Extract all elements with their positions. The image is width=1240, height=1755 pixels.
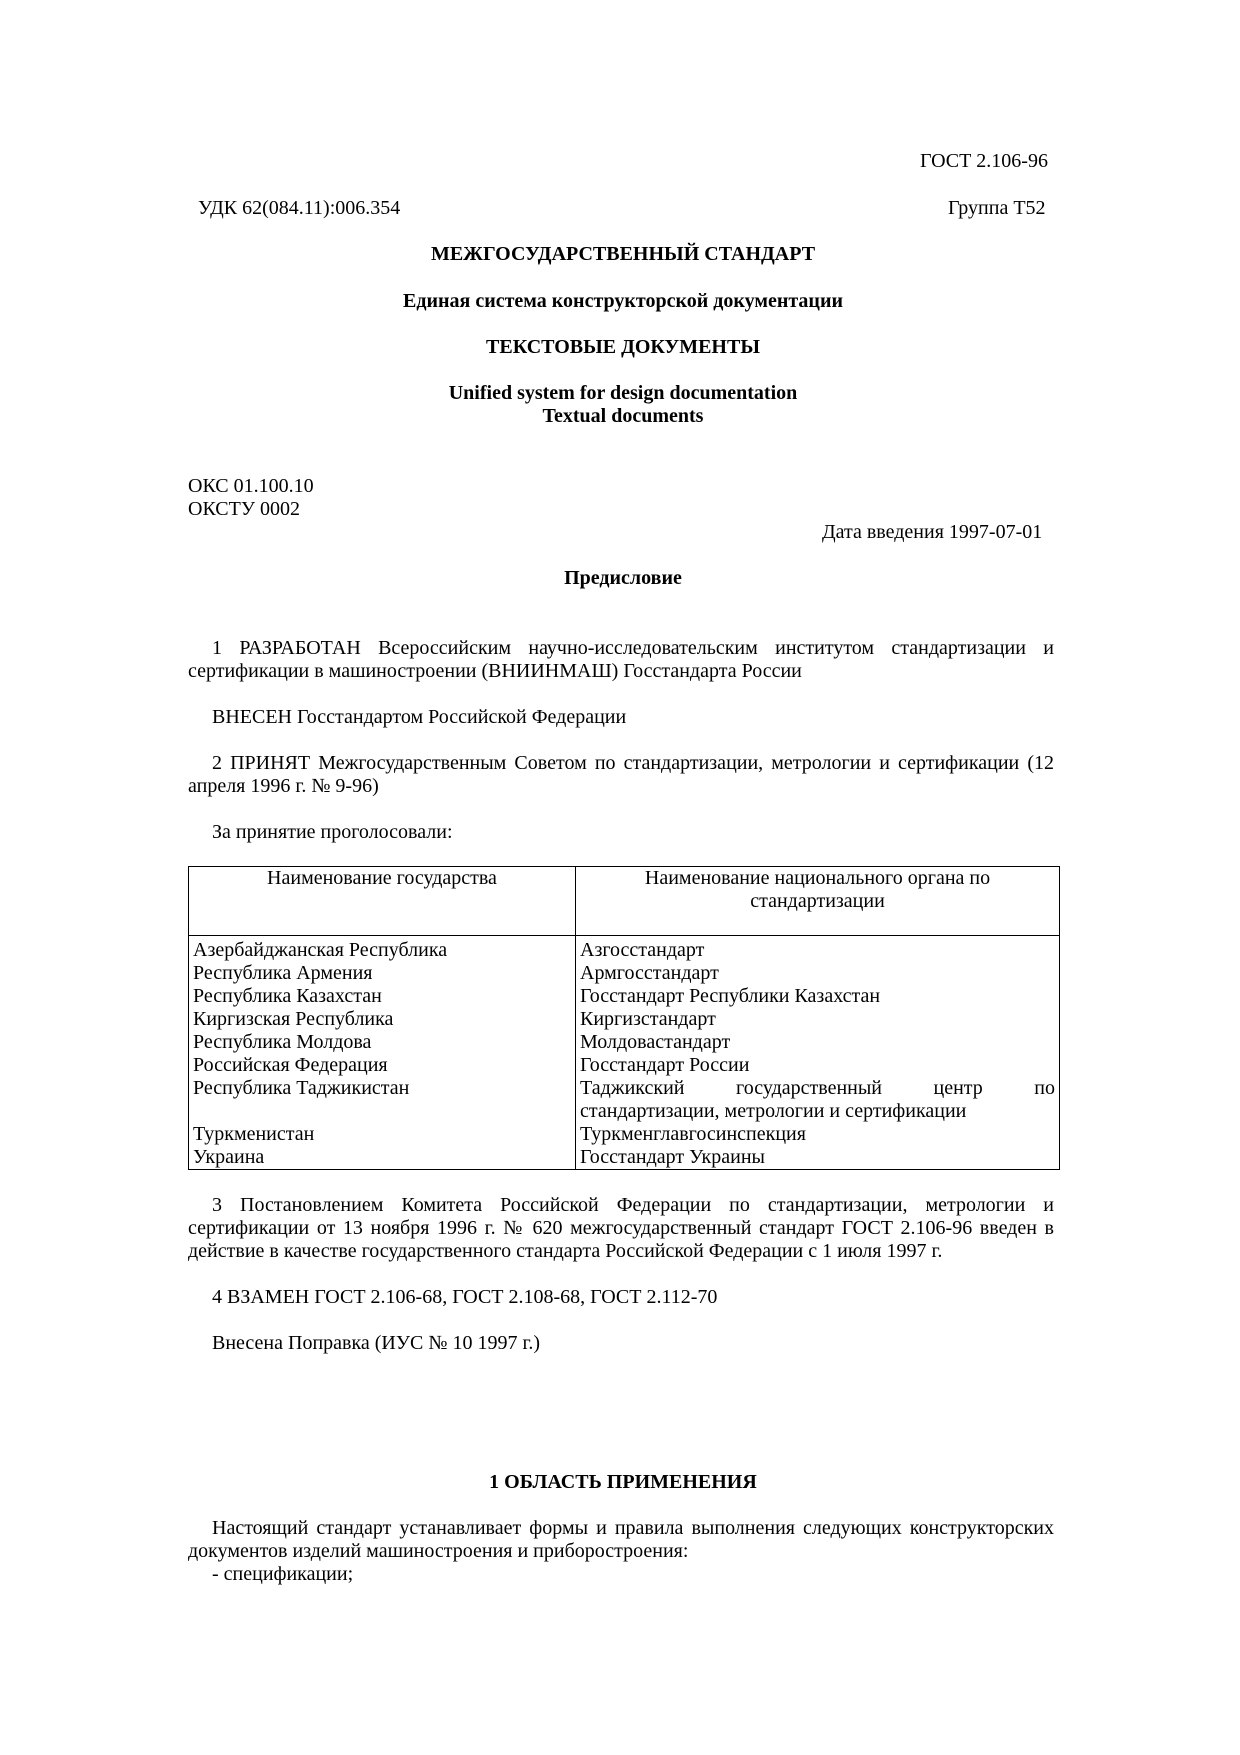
table-row — [189, 1031, 1060, 1054]
table-row — [189, 1123, 1060, 1146]
table-row — [189, 1008, 1060, 1031]
oks-code: ОКС 01.100.10 — [188, 475, 314, 497]
section1-item1: - спецификации; — [212, 1563, 354, 1585]
section1-p1: Настоящий стандарт устанавливает формы и правила выполнения следующих конструкторских документов изделий машиностроения и приборостроения: — [188, 1517, 1054, 1562]
table-cell-state: Российская Федерация — [189, 1054, 576, 1077]
table-cell-body: Азгосстандарт — [576, 936, 1060, 963]
table-cell-state: Туркменистан — [189, 1123, 576, 1146]
table-row — [189, 962, 1060, 985]
table-row — [189, 1077, 1060, 1123]
title-textual-documents: ТЕКСТОВЫЕ ДОКУМЕНТЫ — [486, 336, 760, 358]
foreword-p5: 3 Постановлением Комитета Российской Федерации по стандартизации, метрологии и сертификации от 13 ноября 1996 г. № 620 межгосударственный стандарт ГОСТ 2.106-96 введен в действие в качестве государственного стандарта Российской Федерации с 1 июля 1997 г. — [188, 1194, 1054, 1262]
table-cell-state: Республика Армения — [189, 962, 576, 985]
gost-number: ГОСТ 2.106-96 — [920, 150, 1048, 172]
table-cell-body: Туркменглавгосинспекция — [576, 1123, 1060, 1146]
udk-code: УДК 62(084.11):006.354 — [198, 197, 401, 219]
table-cell-body: Таджикский государственный центр по стандартизации, метрологии и сертификации — [576, 1077, 1060, 1123]
table-cell-state: Азербайджанская Республика — [189, 936, 576, 963]
table-cell-state: Украина — [189, 1146, 576, 1170]
title-system: Единая система конструкторской документации — [403, 290, 843, 312]
table-header-body: Наименование национального органа по стандартизации — [576, 867, 1060, 936]
foreword-p7: Внесена Поправка (ИУС № 10 1997 г.) — [212, 1332, 541, 1354]
foreword-p3: 2 ПРИНЯТ Межгосударственным Советом по стандартизации, метрологии и сертификации (12 апреля 1996 г. № 9-96) — [188, 752, 1054, 797]
foreword-p4: За принятие проголосовали: — [212, 821, 453, 843]
group-code: Группа Т52 — [948, 197, 1046, 219]
table-cell-body: Киргизстандарт — [576, 1008, 1060, 1031]
table-header-state: Наименование государства — [189, 867, 576, 936]
table-cell-body: Госстандарт Республики Казахстан — [576, 985, 1060, 1008]
table-row — [189, 1146, 1060, 1170]
table-cell-body: Армгосстандарт — [576, 962, 1060, 985]
title-english-line2: Textual documents — [542, 405, 704, 427]
voting-states-table — [188, 866, 1060, 1170]
title-interstate-standard: МЕЖГОСУДАРСТВЕННЫЙ СТАНДАРТ — [430, 243, 816, 265]
table-cell-state: Киргизская Республика — [189, 1008, 576, 1031]
section1-heading: 1 ОБЛАСТЬ ПРИМЕНЕНИЯ — [489, 1471, 757, 1493]
foreword-p6: 4 ВЗАМЕН ГОСТ 2.106-68, ГОСТ 2.108-68, ГОСТ 2.112-70 — [212, 1286, 718, 1308]
table-cell-state: Республика Молдова — [189, 1031, 576, 1054]
table-header-row — [189, 867, 1060, 936]
foreword-heading: Предисловие — [564, 567, 682, 589]
table-row — [189, 936, 1060, 963]
table-row — [189, 1054, 1060, 1077]
okstu-code: ОКСТУ 0002 — [188, 498, 301, 520]
table-cell-state: Республика Казахстан — [189, 985, 576, 1008]
foreword-p2: ВНЕСЕН Госстандартом Российской Федерации — [212, 706, 627, 728]
table-row — [189, 985, 1060, 1008]
table-cell-state: Республика Таджикистан — [189, 1077, 576, 1123]
title-english-line1: Unified system for design documentation — [448, 382, 798, 404]
intro-date: Дата введения 1997-07-01 — [822, 521, 1043, 543]
table-cell-body: Госстандарт России — [576, 1054, 1060, 1077]
foreword-p1: 1 РАЗРАБОТАН Всероссийским научно-исследовательским институтом стандартизации и сертификации в машиностроении (ВНИИНМАШ) Госстандарта России — [188, 637, 1054, 682]
table-cell-body: Госстандарт Украины — [576, 1146, 1060, 1170]
table-cell-body: Молдовастандарт — [576, 1031, 1060, 1054]
